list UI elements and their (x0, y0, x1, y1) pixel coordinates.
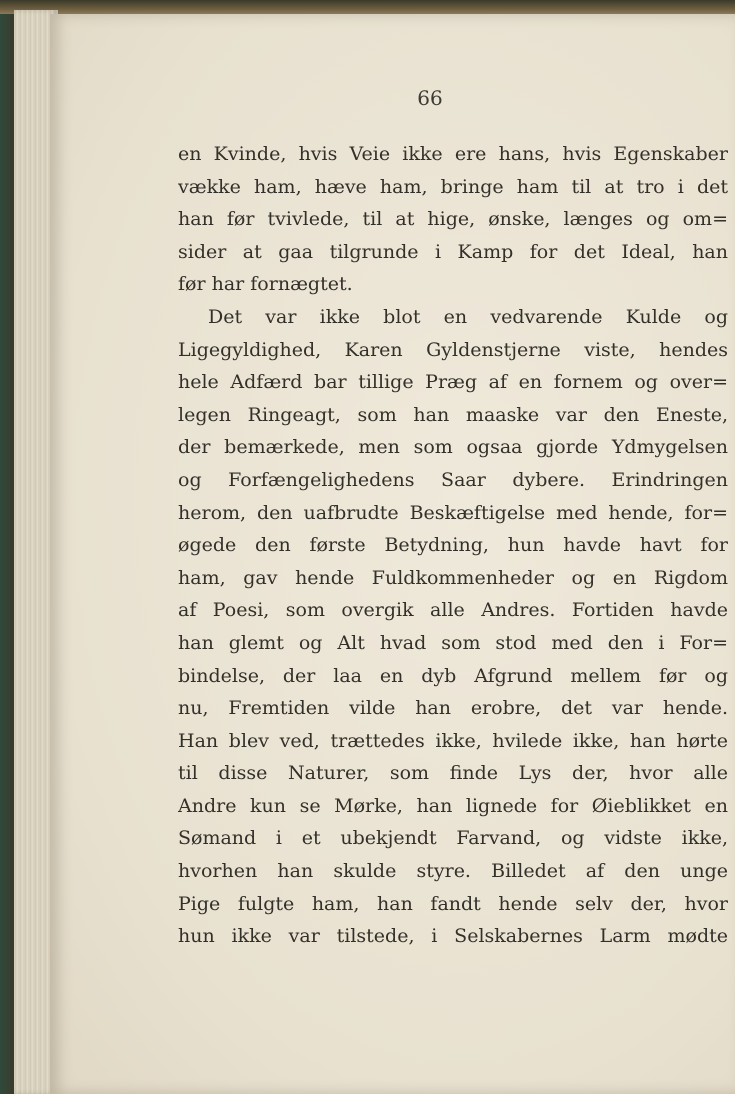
page-number: 66 (417, 86, 443, 110)
text-line: herom, den uafbrudte Beskæftigelse med hende, for= (178, 501, 728, 524)
text-line: Sømand i et ubekjendt Farvand, og vidste ikke, (178, 827, 728, 850)
text-line: Pige fulgte ham, han fandt hende selv der, hvor (178, 892, 728, 915)
text-line: vække ham, hæve ham, bringe ham til at tro i det (178, 175, 728, 198)
text-line: hele Adfærd bar tillige Præg af en fornem og over= (178, 371, 728, 394)
text-line: og Forfængelighedens Saar dybere. Erindringen (178, 468, 728, 491)
text-line: en Kvinde, hvis Veie ikke ere hans, hvis Egenskaber (178, 143, 728, 165)
book-binding (0, 0, 735, 14)
text-line: nu, Fremtiden vilde han erobre, det var hende. (178, 697, 728, 720)
text-line: før har fornægtet. (178, 273, 353, 296)
text-line: sider at gaa tilgrunde i Kamp for det Ideal, han (178, 240, 728, 263)
body-text (178, 138, 728, 953)
text-line: hun ikke var tilstede, i Selskabernes Larm mødte (178, 925, 728, 948)
text-line: Andre kun se Mørke, han lignede for Øieblikket en (178, 794, 728, 817)
text-line: Det var ikke blot en vedvarende Kulde og (208, 305, 728, 328)
book-page (50, 14, 735, 1094)
text-line: Han blev ved, trættedes ikke, hvilede ikke, han hørte (178, 729, 728, 752)
text-line: hvorhen han skulde styre. Billedet af den unge (178, 860, 728, 883)
text-line: til disse Naturer, som finde Lys der, hvor alle (178, 762, 728, 785)
text-line: han før tvivlede, til at hige, ønske, længes og om= (178, 208, 728, 231)
text-line: han glemt og Alt hvad som stod med den i For= (178, 631, 728, 654)
text-line: legen Ringeagt, som han maaske var den Eneste, (178, 403, 728, 426)
text-line: af Poesi, som overgik alle Andres. Fortiden havde (178, 599, 728, 622)
text-line: der bemærkede, men som ogsaa gjorde Ydmygelsen (178, 436, 728, 459)
text-line: Ligegyldighed, Karen Gyldenstjerne viste, hendes (178, 338, 728, 361)
text-line: bindelse, der laa en dyb Afgrund mellem før og (178, 664, 728, 687)
text-line: øgede den første Betydning, hun havde havt for (178, 534, 728, 557)
text-line: ham, gav hende Fuldkommenheder og en Rigdom (178, 566, 728, 589)
